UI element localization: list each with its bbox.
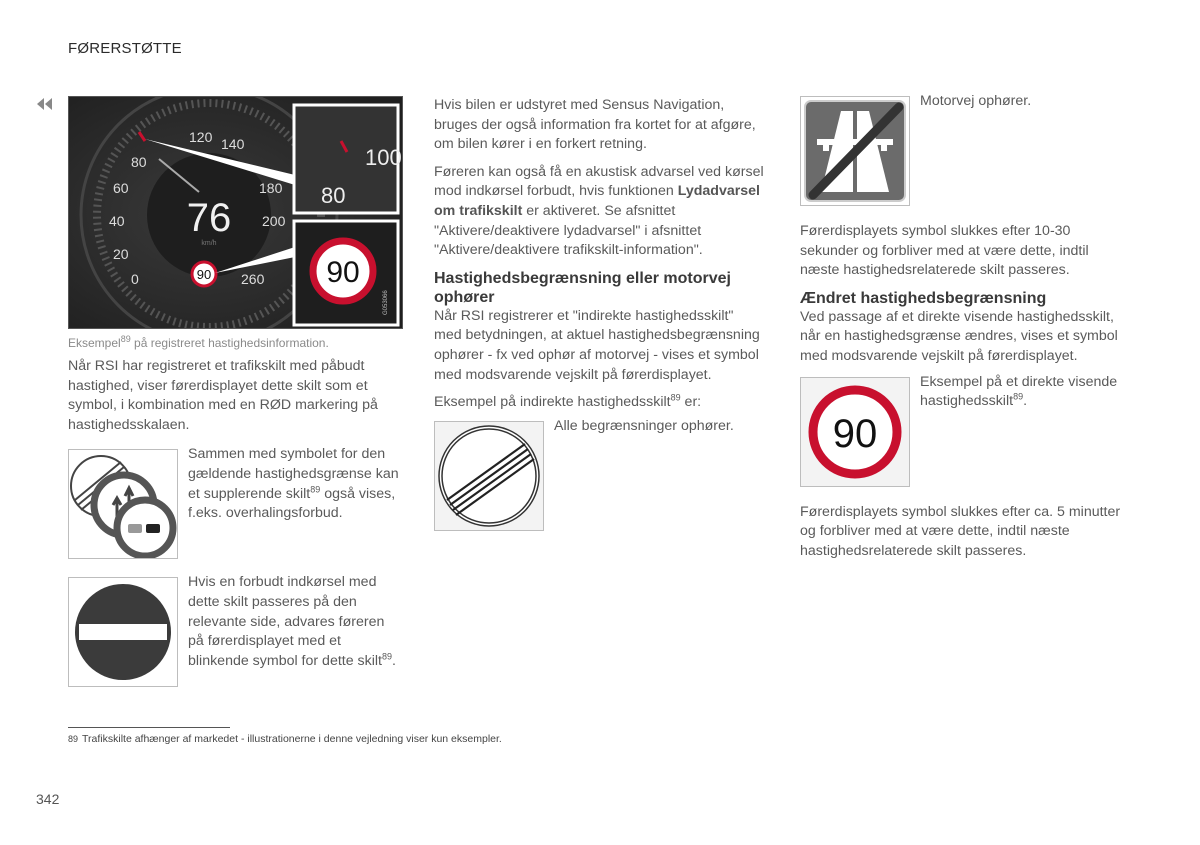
supplementary-sign-text: Sammen med symbolet for den gældende hastighedsgrænse kan et supplerende skilt$^{89}$ også vises, f.eks. overhalingsforbud. xyxy=(188,446,399,522)
paragraph: Når RSI har registreret et trafikskilt med påbudt hastighed, viser førerdisplayet dette skilt som et symbol, i kombination med en RØD markering på hastighedsskalaen. xyxy=(68,358,378,433)
double-chevron-left-icon[interactable] xyxy=(36,97,54,109)
supplementary-sign-item xyxy=(68,446,403,559)
svg-text:80: 80 xyxy=(131,154,147,170)
svg-text:90: 90 xyxy=(196,267,212,282)
end-of-motorway-sign-icon xyxy=(800,96,910,206)
svg-text:40: 40 xyxy=(109,213,125,229)
footnote-divider xyxy=(68,727,230,728)
no-entry-text: Hvis en forbudt indkørsel med dette skilt passeres på den relevante side, advares føreren på førerdisplayet med et blinkende symbol for dette skilt$^{89}$. xyxy=(188,574,396,669)
section-heading: Ændret hastighedsbegrænsning xyxy=(800,289,1047,307)
figure-caption: Eksempel$^{89}$ på registreret hastighedsinformation. xyxy=(68,334,329,350)
svg-text:90: 90 xyxy=(832,411,878,456)
svg-text:100: 100 xyxy=(365,145,402,170)
paragraph: Føreren kan også få en akustisk advarsel ved kørsel mod indkørsel forbudt, hvis funktionen Lydadvarsel om trafikskilt er aktiveret. Se afsnittet "Aktivere/deaktivere lydadvarsel" i afsnittet "Aktivere/deaktivere trafikskilt-information". xyxy=(434,163,764,259)
no-entry-sign-icon xyxy=(68,577,178,687)
svg-text:180: 180 xyxy=(259,180,283,196)
svg-text:20: 20 xyxy=(113,246,129,262)
svg-text:90: 90 xyxy=(326,256,360,289)
svg-text:140: 140 xyxy=(221,136,245,152)
svg-text:260: 260 xyxy=(241,271,265,287)
speed-limit-item xyxy=(800,373,1130,487)
end-of-all-restrictions-sign-icon xyxy=(434,421,544,531)
end-of-restrictions-item xyxy=(434,417,764,531)
svg-text:60: 60 xyxy=(113,180,129,196)
paragraph: Hvis bilen er udstyret med Sensus Navigation, bruges der også information fra kortet for at afgøre, om bilen kører i en forkert retning. xyxy=(434,97,756,153)
column-1 xyxy=(68,96,403,687)
column-2 xyxy=(434,96,764,531)
section-title: FØRERSTØTTE xyxy=(68,40,182,57)
svg-text:120: 120 xyxy=(189,129,213,145)
svg-text:80: 80 xyxy=(321,183,346,208)
speed-limit-90-sign-icon xyxy=(800,377,910,487)
no-entry-item xyxy=(68,574,403,687)
tick-0: 0 xyxy=(131,271,139,287)
section-heading: Hastighedsbegrænsning eller motorvej ophører xyxy=(434,269,731,306)
column-3 xyxy=(800,93,1130,569)
supplementary-signs-icon xyxy=(68,449,178,559)
speedometer-figure xyxy=(68,96,403,329)
svg-text:km/h: km/h xyxy=(201,240,217,247)
svg-text:G053066: G053066 xyxy=(383,290,389,315)
current-speed: 76 xyxy=(186,196,232,240)
paragraph: Når RSI registrerer et "indirekte hastighedsskilt" med betydningen, at aktuel hastighedsbegrænsning ophører - fx ved ophør af motorvej - vises et symbol med modsvarende vejskilt på førerdisplayet. xyxy=(434,307,760,383)
paragraph: Førerdisplayets symbol slukkes efter ca. 5 minutter og forbliver med at være dette, indtil næste hastighedsrelaterede skilt passeres. xyxy=(800,503,1121,559)
paragraph: Førerdisplayets symbol slukkes efter 10-30 sekunder og forbliver med at være dette, indtil næste hastighedsrelaterede skilt passeres. xyxy=(800,223,1089,279)
feature-name: Lydadvarsel om trafikskilt xyxy=(434,183,760,219)
end-of-motorway-text: Motorvej ophører. xyxy=(920,93,1032,109)
end-of-motorway-item xyxy=(800,93,1130,206)
end-of-restrictions-text: Alle begrænsninger ophører. xyxy=(554,417,734,434)
speed-limit-text: Eksempel på et direkte visende hastighedsskilt$^{89}$. xyxy=(920,373,1118,410)
svg-text:200: 200 xyxy=(262,213,286,229)
paragraph: Ved passage af et direkte visende hastighedsskilt, når en hastighedsgrænse ændres, vises et symbol med modsvarende vejskilt på førerdisplayet. xyxy=(800,308,1118,364)
page-number: 342 xyxy=(36,791,60,807)
footnote: 89 Trafikskilte afhænger af markedet - illustrationerne i denne vejledning viser kun eksempler. xyxy=(68,733,502,745)
paragraph: Eksempel på indirekte hastighedsskilt$^{89}$ er: xyxy=(434,392,702,411)
